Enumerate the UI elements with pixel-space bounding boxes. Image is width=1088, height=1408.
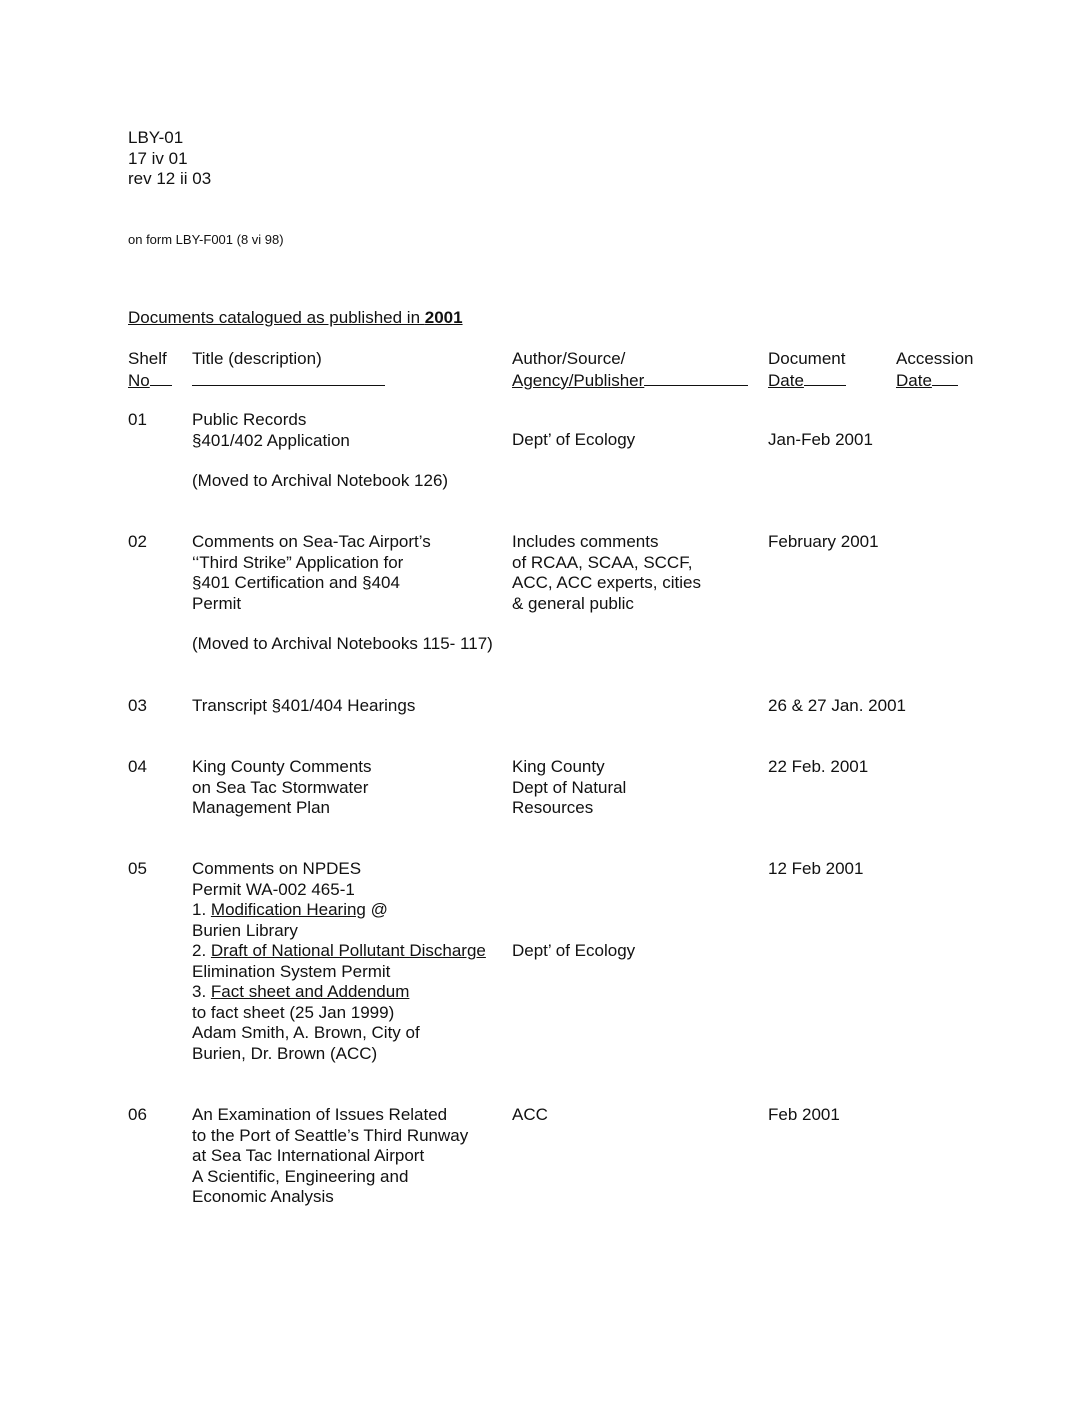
list-number: 3. (192, 982, 211, 1001)
entry-note: (Moved to Archival Notebook 126) (192, 471, 449, 490)
title-line: §401 Certification and §404 (192, 573, 400, 592)
underline-rule (644, 370, 748, 386)
underlined-item: Modification Hearing (210, 900, 366, 919)
title-line: A Scientific, Engineering and (192, 1166, 409, 1186)
entry-date: 26 & 27 Jan. 2001 (768, 696, 907, 715)
document-ref: LBY-01 (128, 128, 184, 147)
title-line: ‘‘Third Strike” Application for (192, 552, 404, 572)
underline-rule (192, 370, 385, 386)
list-number: 2. (192, 941, 211, 960)
entry-title: Transcript §401/404 Hearings (192, 696, 416, 715)
title-line: on Sea Tac Stormwater (192, 777, 369, 797)
author-line: Dept of Natural (512, 777, 627, 797)
title-line: Burien Library (192, 920, 298, 940)
entry-title (192, 1105, 468, 1208)
column-header-author-l2: Agency/Publisher (512, 370, 645, 390)
form-note: on form LBY-F001 (8 vi 98) (128, 232, 284, 247)
author-line: Includes comments (512, 532, 659, 551)
shelf-number: 01 (128, 410, 147, 429)
entry-title (192, 859, 486, 1064)
title-line: Elimination System Permit (192, 961, 391, 981)
title-line: Comments on NPDES (192, 859, 362, 878)
column-header-accession-date (896, 349, 973, 391)
entry-title (192, 757, 372, 819)
author-line: Resources (512, 798, 594, 817)
underline-rule (932, 370, 958, 386)
entry-note: (Moved to Archival Notebooks 115- 117) (192, 634, 493, 653)
entry-title (192, 532, 431, 614)
shelf-number: 02 (128, 532, 147, 551)
column-header-author-l1: Author/Source/ (512, 349, 626, 368)
document-header (128, 128, 211, 190)
column-header-accession-l1: Accession (896, 349, 974, 368)
title-line: An Examination of Issues Related (192, 1105, 448, 1124)
title-line: Public Records (192, 410, 307, 429)
title-line: §401/402 Application (192, 430, 350, 450)
column-header-accession-l2: Date (896, 370, 932, 390)
section-heading-text: Documents catalogued as published in (128, 308, 425, 327)
document-revision: rev 12 ii 03 (128, 169, 212, 188)
title-text: @ (365, 900, 388, 919)
column-header-document-date (768, 349, 846, 391)
entry-date: Jan-Feb 2001 (768, 430, 873, 449)
shelf-number: 04 (128, 757, 147, 776)
entry-author: Dept’ of Ecology (512, 941, 636, 960)
author-line: of RCAA, SCAA, SCCF, (512, 552, 693, 572)
title-line (192, 900, 486, 921)
title-line: to fact sheet (25 Jan 1999) (192, 1002, 395, 1022)
shelf-number: 06 (128, 1105, 147, 1124)
title-line: Comments on Sea-Tac Airport’s (192, 532, 431, 551)
section-heading (128, 308, 463, 329)
column-header-shelf-l1: Shelf (128, 349, 167, 368)
column-header-author (512, 349, 748, 391)
shelf-number: 03 (128, 696, 147, 715)
author-line: ACC, ACC experts, cities (512, 573, 701, 592)
title-line: Burien, Dr. Brown (ACC) (192, 1043, 378, 1063)
column-header-date-l1: Document (768, 349, 846, 368)
document-date: 17 iv 01 (128, 148, 188, 168)
author-line: King County (512, 757, 605, 776)
column-header-date-l2: Date (768, 370, 804, 390)
entry-title (192, 410, 350, 451)
column-header-title-l1: Title (description) (192, 349, 322, 368)
title-line: Economic Analysis (192, 1187, 334, 1206)
section-heading-year: 2001 (424, 308, 463, 327)
author-line: & general public (512, 593, 634, 613)
shelf-number: 05 (128, 859, 147, 878)
underlined-item: Fact sheet and Addendum (210, 982, 410, 1001)
list-number: 1. (192, 900, 211, 919)
title-line: King County Comments (192, 757, 372, 776)
title-line: to the Port of Seattle’s Third Runway (192, 1125, 469, 1145)
title-line: Management Plan (192, 798, 330, 817)
column-header-shelf-l2: No (128, 370, 150, 390)
entry-date: February 2001 (768, 532, 879, 551)
title-line (192, 982, 486, 1003)
title-line: Permit (192, 593, 242, 613)
entry-date: 12 Feb 2001 (768, 859, 864, 878)
entry-author (512, 532, 701, 614)
column-header-title (192, 349, 385, 391)
entry-date: Feb 2001 (768, 1105, 840, 1124)
title-line: Adam Smith, A. Brown, City of (192, 1023, 420, 1042)
underlined-item: Draft of National Pollutant Discharge (210, 941, 486, 960)
entry-author (512, 757, 626, 819)
entry-author: ACC (512, 1105, 548, 1124)
column-header-shelf (128, 349, 172, 391)
underline-rule (150, 370, 172, 386)
underline-rule (804, 370, 846, 386)
entry-author: Dept’ of Ecology (512, 430, 636, 449)
entry-date: 22 Feb. 2001 (768, 757, 869, 776)
title-line: at Sea Tac International Airport (192, 1146, 425, 1165)
title-line: Permit WA-002 465-1 (192, 879, 355, 899)
title-line (192, 941, 486, 962)
